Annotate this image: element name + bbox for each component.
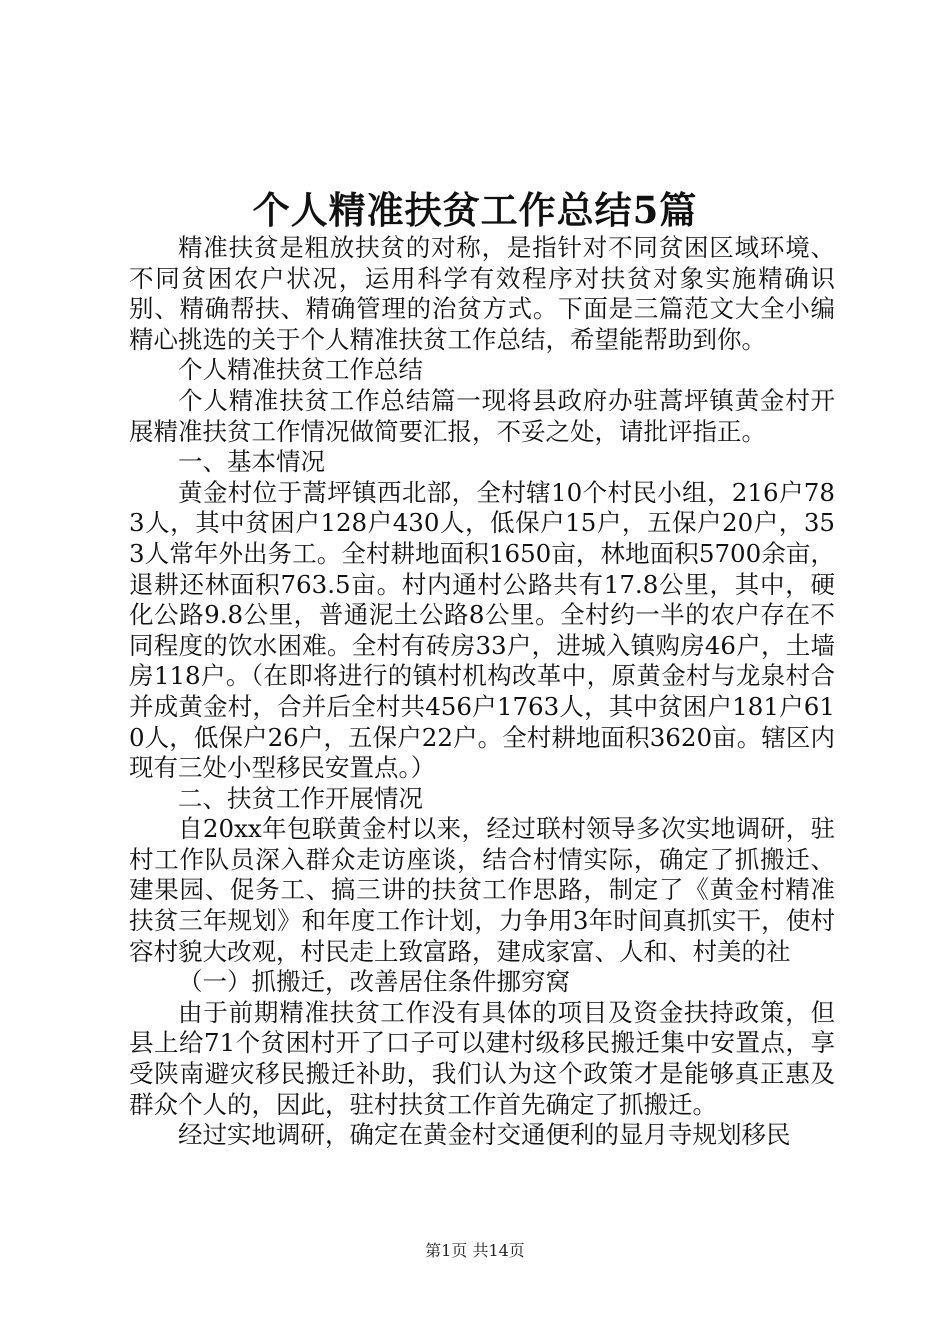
paragraph-basic-situation: 黄金村位于蒿坪镇西北部，全村辖10个村民小组，216户783人，其中贫困户128户430人，低保户15户，五保户20户，353人常年外出务工。全村耕地面积1650亩，林地面积5700余亩，退耕还林面积763.5亩。村内通村公路共有17.8公里，其中，硬化公路9.8公里，普通泥土公路8公里。全村约一半的农户存在不同程度的饮水困难。全村有砖房33户，进城入镇购房46户，土墙房118户。（在即将进行的镇村机构改革中，原黄金村与龙泉村合并成黄金村，合并后全村共456户1763人，其中贫困户181户610人，低保户26户，五保户22户。全村耕地面积3620亩。辖区内现有三处小型移民安置点。） <box>129 477 835 783</box>
paragraph-subtitle: 个人精准扶贫工作总结 <box>178 355 423 385</box>
paragraph-article-one-intro: 个人精准扶贫工作总结篇一现将县政府办驻蒿坪镇黄金村开展精准扶贫工作情况做简要汇报，不妥之处，请批评指正。 <box>129 385 835 446</box>
page-title: 个人精准扶贫工作总结5篇 <box>252 188 698 232</box>
section-heading-basic-situation: 一、基本情况 <box>178 447 325 477</box>
subsection-heading-relocation: （一）抓搬迁，改善居住条件挪穷窝 <box>178 967 570 997</box>
paragraph-relocation: 由于前期精准扶贫工作没有具体的项目及资金扶持政策，但县上给71个贫困村开了口子可以建村级移民搬迁集中安置点，享受陕南避灾移民搬迁补助，我们认为这个政策才是能够真正惠及群众个人的，因此，驻村扶贫工作首先确定了抓搬迁。 <box>129 997 835 1119</box>
paragraph-relocation-continued: 经过实地调研，确定在黄金村交通便利的显月寺规划移民 <box>178 1120 791 1150</box>
section-heading-work-progress: 二、扶贫工作开展情况 <box>178 783 423 813</box>
document-body <box>129 233 835 1151</box>
paragraph-work-progress: 自20xx年包联黄金村以来，经过联村领导多次实地调研，驻村工作队员深入群众走访座谈，结合村情实际，确定了抓搬迁、建果园、促务工、搞三讲的扶贫工作思路，制定了《黄金村精准扶贫三年规划》和年度工作计划，力争用3年时间真抓实干，使村容村貌大改观，村民走上致富路，建成家富、人和、村美的社 <box>129 814 835 966</box>
page-footer: 第1页 共14页 <box>425 1241 525 1260</box>
paragraph-intro: 精准扶贫是粗放扶贫的对称，是指针对不同贫困区域环境、不同贫困农户状况，运用科学有效程序对扶贫对象实施精确识别、精确帮扶、精确管理的治贫方式。下面是三篇范文大全小编精心挑选的关于个人精准扶贫工作总结，希望能帮助到你。 <box>129 233 835 354</box>
